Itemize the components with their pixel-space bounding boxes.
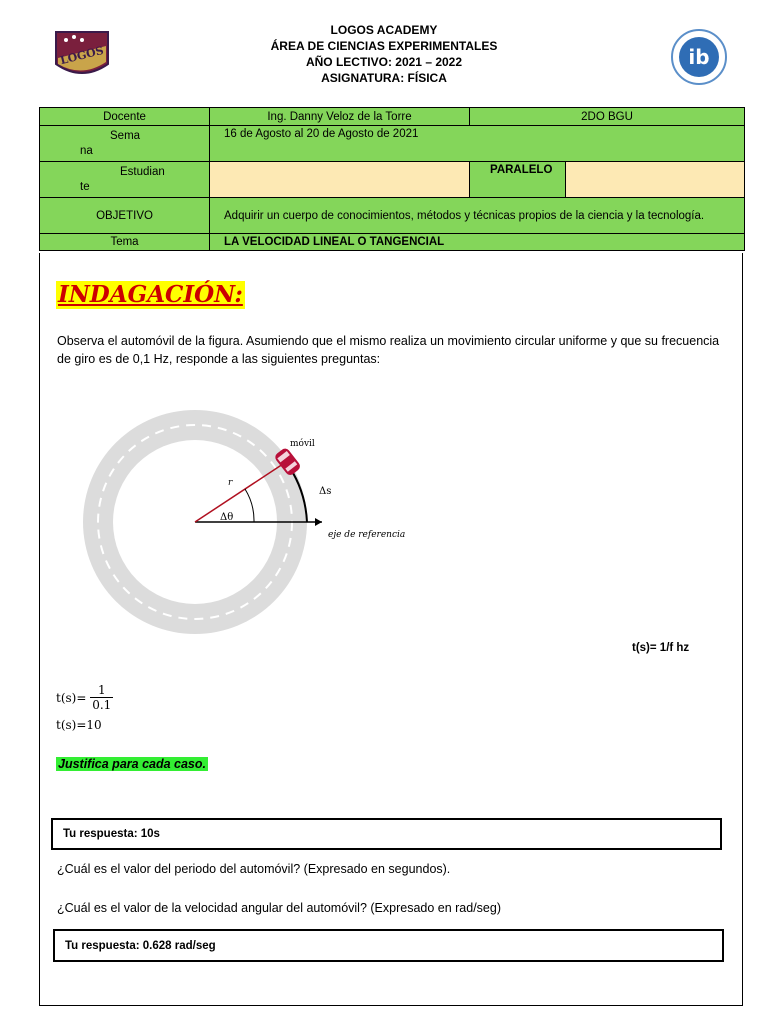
reference-axis-label: eje de referencia — [328, 530, 406, 540]
docente-value: Ing. Danny Veloz de la Torre — [210, 108, 470, 126]
docente-label: Docente — [40, 108, 210, 126]
estudiante-input[interactable] — [210, 162, 470, 198]
area-name: ÁREA DE CIENCIAS EXPERIMENTALES — [270, 39, 498, 53]
tema-value: LA VELOCIDAD LINEAL O TANGENCIAL — [210, 234, 745, 251]
semana-label-a: Sema — [110, 129, 141, 142]
question-angular-velocity: ¿Cuál es el valor de la velocidad angular del automóvil? (Expresado en rad/seg) — [57, 901, 502, 915]
semana-label — [40, 126, 210, 162]
estudiante-label — [40, 162, 210, 198]
circular-motion-figure — [60, 395, 430, 635]
radius-label: r — [228, 478, 233, 488]
school-name: LOGOS ACADEMY — [330, 23, 438, 37]
paralelo-input[interactable] — [566, 162, 745, 198]
semana-value: 16 de Agosto al 20 de Agosto de 2021 — [210, 126, 745, 162]
answer-box-2[interactable]: Tu respuesta: 0.628 rad/seg — [53, 929, 724, 962]
section-title: INDAGACIÓN: — [58, 281, 243, 308]
period-formula-note: t(s)= 1/f hz — [632, 642, 690, 654]
justify-instruction: Justifica para cada caso. — [58, 757, 206, 771]
math-numerator: 1 — [90, 683, 113, 698]
movil-label: móvil — [290, 439, 315, 449]
answer-box-1[interactable]: Tu respuesta: 10s — [51, 818, 722, 850]
subject: ASIGNATURA: FÍSICA — [321, 71, 447, 85]
period-fraction — [56, 683, 113, 712]
math-lhs: t(s)= — [56, 690, 87, 705]
arc-length-label: Δs — [319, 486, 332, 497]
question-period: ¿Cuál es el valor del periodo del automóvil? (Expresado en segundos). — [57, 862, 451, 876]
period-result: t(s)=10 — [56, 718, 102, 732]
school-year: AÑO LECTIVO: 2021 – 2022 — [305, 55, 463, 69]
info-table — [39, 107, 745, 251]
logo-left-text: LOGOS — [58, 43, 105, 68]
intro-paragraph: Observa el automóvil de la figura. Asumiendo que el mismo realiza un movimiento circular uniforme y que su frecuencia de giro es de 0,1 Hz, responde a las siguientes preguntas: — [57, 334, 720, 366]
tema-label: Tema — [40, 234, 210, 251]
paralelo-label: PARALELO — [470, 162, 566, 198]
math-fraction — [90, 683, 113, 712]
estudiante-label-b: te — [80, 180, 90, 193]
semana-label-b: na — [80, 144, 93, 157]
estudiante-label-a: Estudian — [120, 165, 165, 178]
math-denominator: 0.1 — [92, 698, 112, 712]
angle-label: Δθ — [220, 512, 234, 523]
objetivo-label: OBJETIVO — [40, 198, 210, 234]
objetivo-value: Adquirir un cuerpo de conocimientos, métodos y técnicas propios de la ciencia y la tecnología. — [210, 198, 745, 234]
curso-value: 2DO BGU — [470, 108, 745, 126]
logo-right-text: ib — [688, 45, 710, 69]
